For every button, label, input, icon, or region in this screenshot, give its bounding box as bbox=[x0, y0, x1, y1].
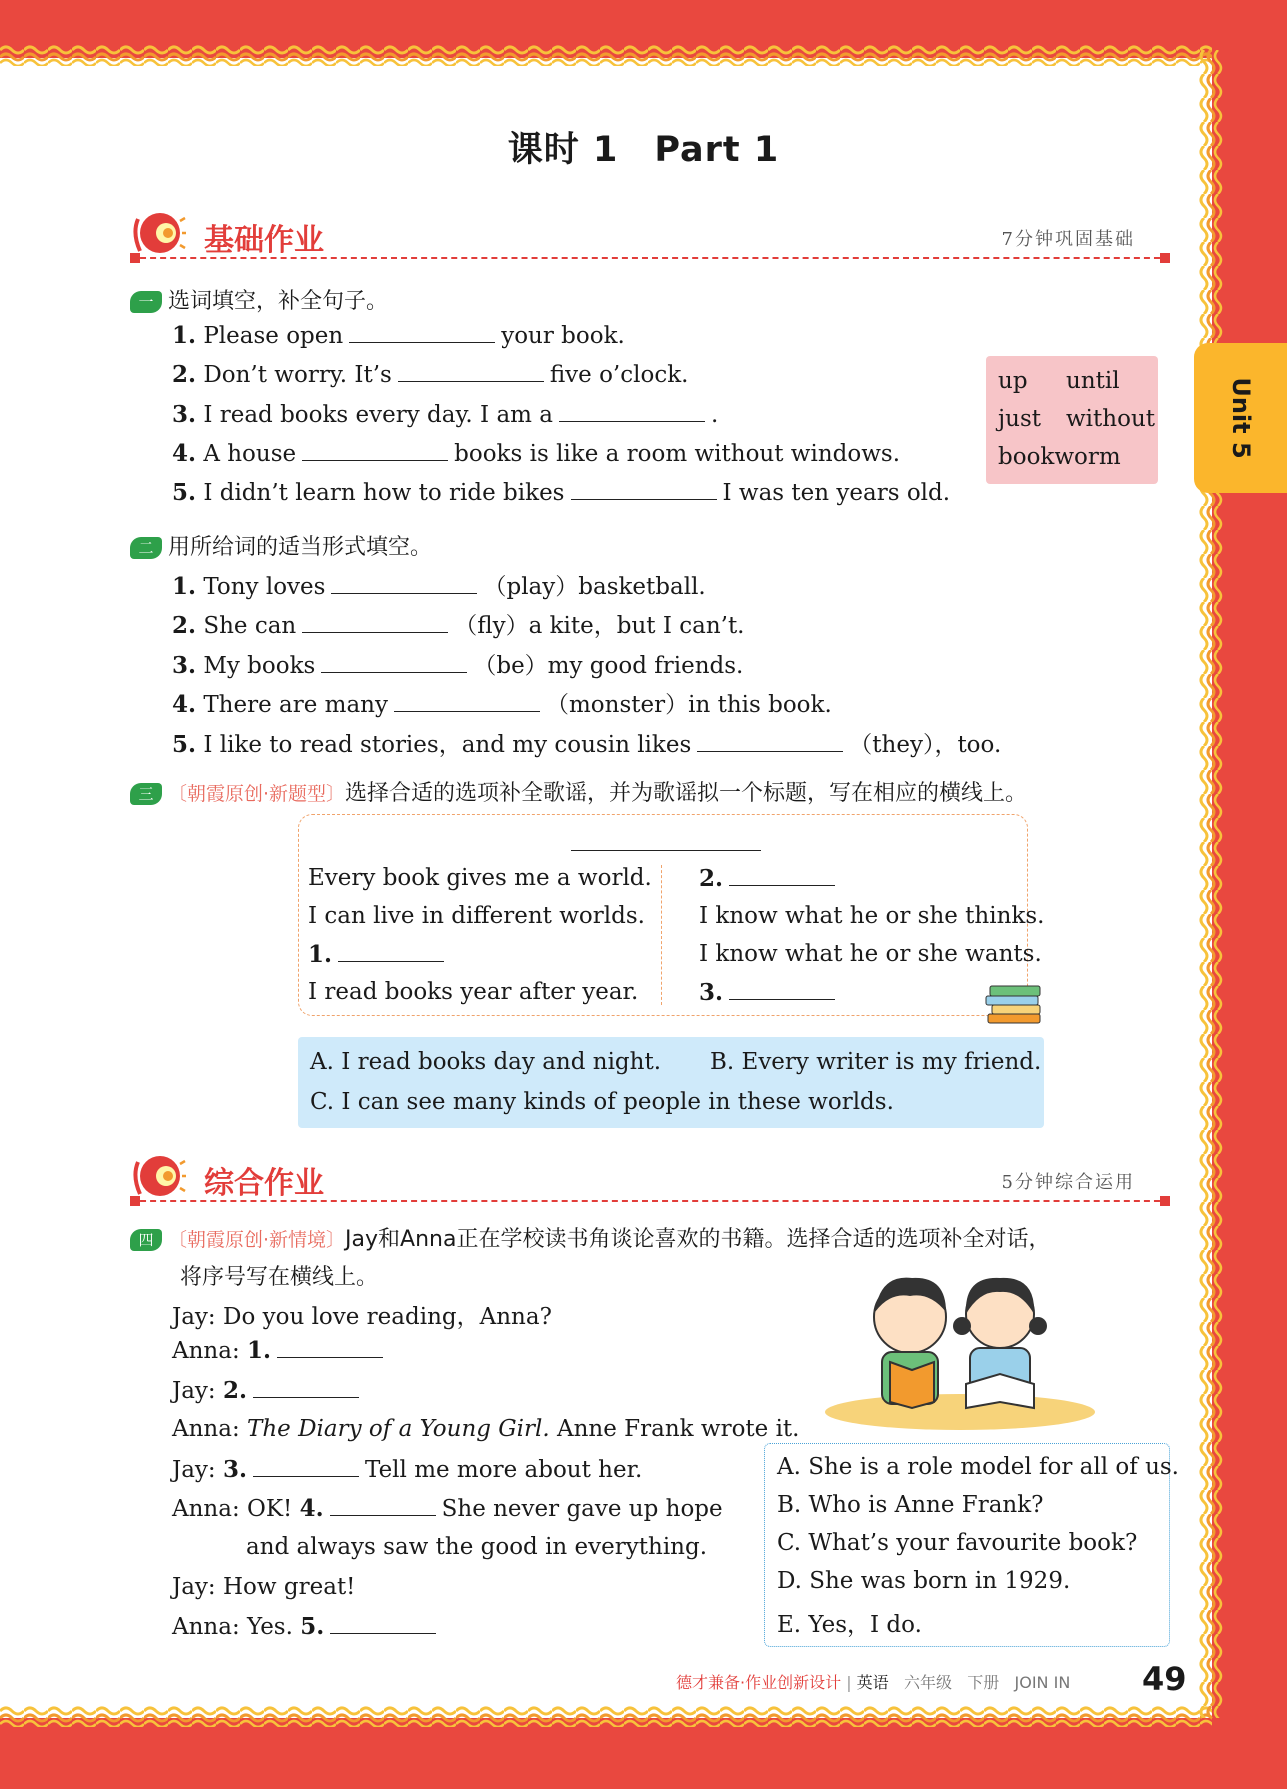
dialog-line bbox=[172, 1495, 723, 1522]
word-bank-item: until bbox=[1066, 368, 1120, 394]
answer-blank[interactable] bbox=[398, 380, 544, 382]
dialog-text: How great! bbox=[223, 1574, 356, 1600]
dialog-text: Anne Frank wrote it. bbox=[549, 1416, 800, 1442]
question-item bbox=[172, 322, 625, 349]
answer-blank[interactable] bbox=[302, 631, 448, 633]
dialog-line bbox=[172, 1456, 642, 1483]
question-number: 4. bbox=[172, 691, 197, 718]
part4-instruction-cont: 将序号写在横线上。 bbox=[180, 1265, 379, 1290]
poem-line: I can live in different worlds. bbox=[308, 903, 645, 929]
question-number: 1. bbox=[172, 322, 197, 349]
divider-dot bbox=[1160, 1196, 1170, 1206]
divider-dot bbox=[130, 1196, 140, 1206]
speaker: Anna: bbox=[172, 1416, 240, 1442]
question-item bbox=[172, 607, 745, 640]
question-text: A house bbox=[203, 441, 297, 467]
question-number: 4. bbox=[172, 440, 197, 467]
divider-dot bbox=[130, 253, 140, 263]
part3-instruction bbox=[130, 776, 1027, 807]
dialog-text: Tell me more about her. bbox=[365, 1457, 643, 1483]
page-title: 课时 1 Part 1 bbox=[507, 130, 780, 170]
part4-instruction bbox=[130, 1222, 1050, 1253]
question-number: 3. bbox=[172, 401, 197, 428]
word-bank-item: without bbox=[1066, 406, 1156, 432]
question-item bbox=[172, 686, 832, 719]
question-text: I read books every day. I am a bbox=[203, 402, 553, 428]
top-wave-border bbox=[0, 44, 1212, 66]
speaker: Anna: bbox=[172, 1614, 240, 1640]
volume: 下册 bbox=[967, 1673, 1000, 1692]
question-text: I like to read stories，and my cousin likes bbox=[203, 732, 692, 758]
blank-number: 4. bbox=[299, 1495, 324, 1522]
word-bank bbox=[986, 356, 1158, 484]
instruction-text: 选词填空，补全句子。 bbox=[168, 289, 389, 314]
blank-number: 1. bbox=[247, 1337, 272, 1364]
dialog-text: Do you love reading，Anna? bbox=[223, 1304, 552, 1330]
dialog-line bbox=[172, 1613, 442, 1640]
option-item: B. Every writer is my friend. bbox=[710, 1049, 1042, 1075]
question-number: 3. bbox=[172, 652, 197, 679]
poem-column-divider bbox=[661, 865, 662, 1005]
poem-line bbox=[699, 865, 841, 892]
dialog-text: Yes. bbox=[247, 1614, 293, 1640]
question-text: （fly）a kite，but I can’t. bbox=[454, 613, 745, 639]
right-wave-border bbox=[1198, 50, 1224, 1718]
word-bank-item: up bbox=[998, 368, 1028, 394]
question-text: Tony loves bbox=[203, 574, 326, 600]
question-number: 2. bbox=[172, 361, 197, 388]
question-number: 5. bbox=[172, 479, 197, 506]
section-comprehensive-header bbox=[130, 1150, 1170, 1210]
answer-blank[interactable] bbox=[277, 1356, 383, 1358]
blank-number: 1. bbox=[308, 941, 333, 968]
blank-number: 3. bbox=[223, 1456, 248, 1483]
answer-blank[interactable] bbox=[253, 1475, 359, 1477]
instruction-text: Jay和Anna正在学校读书角谈论喜欢的书籍。选择合适的选项补全对话， bbox=[345, 1227, 1051, 1252]
section-basic-header bbox=[130, 207, 1170, 267]
section-subtitle: 5分钟综合运用 bbox=[1001, 1172, 1135, 1193]
instruction-text: 选择合适的选项补全歌谣，并为歌谣拟一个标题，写在相应的横线上。 bbox=[345, 781, 1028, 806]
bottom-wave-border bbox=[0, 1705, 1212, 1727]
blank-number: 5. bbox=[300, 1613, 325, 1640]
answer-blank[interactable] bbox=[338, 960, 444, 962]
answer-blank[interactable] bbox=[331, 592, 477, 594]
dialog-line bbox=[172, 1377, 365, 1404]
answer-blank[interactable] bbox=[321, 671, 467, 673]
question-item bbox=[172, 440, 900, 467]
dialog-line bbox=[172, 1416, 800, 1442]
part-badge: 四 bbox=[130, 1229, 162, 1251]
poem-line: I know what he or she thinks. bbox=[699, 903, 1045, 929]
series-name: 德才兼备·作业创新设计 bbox=[676, 1673, 842, 1692]
answer-blank[interactable] bbox=[330, 1514, 436, 1516]
poem-line: I know what he or she wants. bbox=[699, 941, 1042, 967]
question-text: （monster）in this book. bbox=[545, 692, 832, 718]
answer-blank[interactable] bbox=[253, 1396, 359, 1398]
question-text: （play）basketball. bbox=[483, 574, 706, 600]
answer-blank[interactable] bbox=[302, 459, 448, 461]
grade: 六年级 bbox=[903, 1673, 952, 1692]
page-number: 49 bbox=[1142, 1660, 1187, 1698]
speaker: Jay: bbox=[172, 1574, 216, 1600]
source-tag: 〔朝霞原创·新情境〕 bbox=[168, 1229, 346, 1251]
option-item: A. I read books day and night. bbox=[310, 1049, 662, 1075]
question-item bbox=[172, 479, 950, 506]
dialog-line bbox=[172, 1298, 552, 1331]
blank-number: 3. bbox=[699, 979, 724, 1006]
option-item: C. What’s your favourite book? bbox=[777, 1530, 1138, 1556]
speaker: Jay: bbox=[172, 1304, 216, 1330]
book-title: The Diary of a Young Girl. bbox=[247, 1416, 550, 1442]
question-item bbox=[172, 726, 1001, 759]
instruction-text: 用所给词的适当形式填空。 bbox=[168, 535, 433, 560]
source-tag: 〔朝霞原创·新题型〕 bbox=[168, 783, 346, 805]
dialog-text: She never gave up hope bbox=[441, 1496, 723, 1522]
speaker: Anna: bbox=[172, 1338, 240, 1364]
question-number: 2. bbox=[172, 612, 197, 639]
part-badge: 一 bbox=[130, 291, 162, 313]
poem-line bbox=[308, 941, 450, 968]
question-text: Don’t worry. It’s bbox=[203, 362, 392, 388]
answer-blank[interactable] bbox=[729, 884, 835, 886]
question-item bbox=[172, 568, 706, 601]
books-stack-icon bbox=[984, 980, 1046, 1026]
dialog-text: OK! bbox=[247, 1496, 293, 1522]
word-bank-item: bookworm bbox=[998, 444, 1121, 470]
subject: 英语 bbox=[856, 1673, 889, 1692]
option-item: C. I can see many kinds of people in these worlds. bbox=[310, 1089, 894, 1115]
blank-number: 2. bbox=[699, 865, 724, 892]
poem-line: I read books year after year. bbox=[308, 979, 639, 1005]
option-item: B. Who is Anne Frank? bbox=[777, 1492, 1044, 1518]
dialog-line bbox=[172, 1574, 355, 1600]
question-item bbox=[172, 401, 718, 428]
section-divider bbox=[130, 1200, 1170, 1202]
blank-number: 2. bbox=[223, 1377, 248, 1404]
dialog-line bbox=[172, 1337, 389, 1364]
part-badge: 三 bbox=[130, 783, 162, 805]
question-text: I didn’t learn how to ride bikes bbox=[203, 480, 565, 506]
section-title: 综合作业 bbox=[204, 1166, 324, 1201]
answer-blank[interactable] bbox=[559, 420, 705, 422]
answer-blank[interactable] bbox=[349, 341, 495, 343]
unit-tab-label: Unit 5 bbox=[1226, 377, 1255, 459]
answer-blank[interactable] bbox=[697, 750, 843, 752]
edition: JOIN IN bbox=[1014, 1673, 1071, 1692]
part1-instruction bbox=[130, 284, 388, 315]
question-text: She can bbox=[203, 613, 297, 639]
question-text: （they），too. bbox=[849, 732, 1002, 758]
page-footer: 德才兼备·作业创新设计 | 英语 六年级 下册 JOIN IN bbox=[676, 1673, 1071, 1692]
dialog-options-box bbox=[764, 1443, 1179, 1647]
speaker: Anna: bbox=[172, 1496, 240, 1522]
reading-children-illustration bbox=[820, 1262, 1100, 1432]
question-number: 1. bbox=[172, 573, 197, 600]
question-number: 5. bbox=[172, 731, 197, 758]
dialog-line: and always saw the good in everything. bbox=[246, 1534, 708, 1560]
part2-instruction bbox=[130, 530, 432, 561]
answer-blank[interactable] bbox=[729, 998, 835, 1000]
answer-blank[interactable] bbox=[571, 498, 717, 500]
question-text: I was ten years old. bbox=[722, 480, 951, 506]
part-badge: 二 bbox=[130, 537, 162, 559]
section-divider bbox=[130, 257, 1170, 259]
poem-box bbox=[298, 814, 1045, 1016]
question-text: . bbox=[711, 402, 719, 428]
question-text: My books bbox=[203, 653, 316, 679]
section-title: 基础作业 bbox=[204, 223, 324, 258]
poem-line bbox=[699, 979, 841, 1006]
question-text: five o’clock. bbox=[549, 362, 689, 388]
divider-dot bbox=[1160, 253, 1170, 263]
question-text: （be）my good friends. bbox=[473, 653, 744, 679]
question-text: books is like a room without windows. bbox=[454, 441, 901, 467]
question-text: your book. bbox=[501, 323, 625, 349]
word-bank-item: just bbox=[998, 406, 1041, 432]
section-subtitle: 7分钟巩固基础 bbox=[1001, 229, 1135, 250]
option-item: D. She was born in 1929. bbox=[777, 1568, 1071, 1594]
poem-title-blank[interactable] bbox=[571, 850, 761, 851]
answer-blank[interactable] bbox=[330, 1632, 436, 1634]
question-item bbox=[172, 361, 688, 388]
option-item: A. She is a role model for all of us. bbox=[777, 1454, 1179, 1480]
unit-tab[interactable] bbox=[1194, 343, 1287, 493]
question-item bbox=[172, 647, 743, 680]
question-text: Please open bbox=[203, 323, 344, 349]
speaker: Jay: bbox=[172, 1378, 216, 1404]
speaker: Jay: bbox=[172, 1457, 216, 1483]
answer-blank[interactable] bbox=[394, 710, 540, 712]
poem-line: Every book gives me a world. bbox=[308, 865, 652, 891]
option-item: E. Yes，I do. bbox=[777, 1612, 922, 1638]
question-text: There are many bbox=[203, 692, 388, 718]
poem-options-box bbox=[298, 1037, 1044, 1128]
